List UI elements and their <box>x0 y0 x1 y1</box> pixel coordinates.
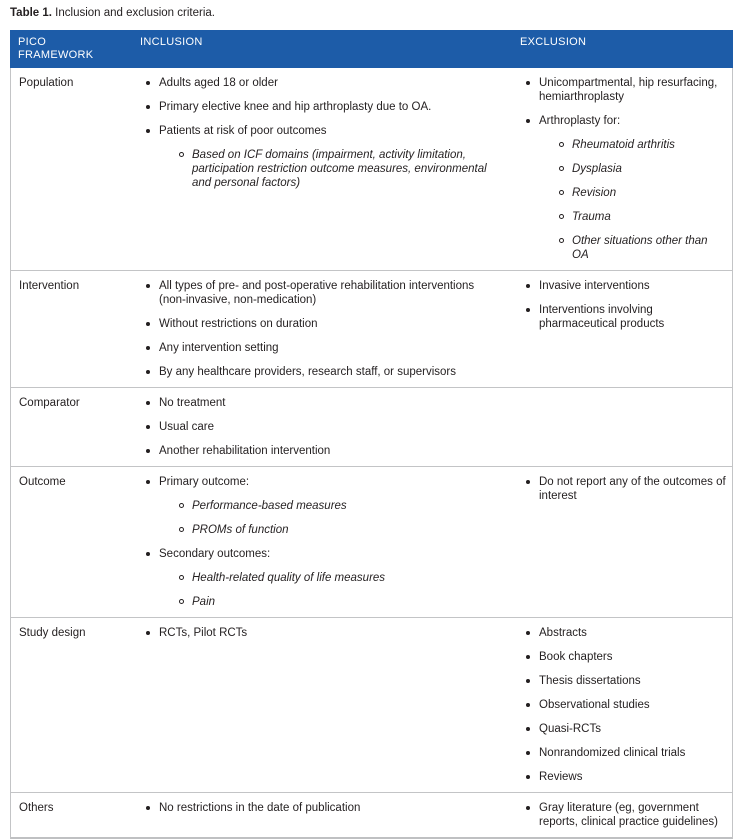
list-item <box>141 444 499 458</box>
circle-bullet-icon <box>179 527 184 532</box>
circle-bullet-icon <box>179 599 184 604</box>
exclusion-cell <box>521 626 732 788</box>
framework-cell <box>11 626 141 788</box>
bullet-icon <box>526 308 530 312</box>
list-item <box>141 475 499 489</box>
list-item <box>141 420 499 434</box>
bullet-icon <box>526 284 530 288</box>
list-item-text: Secondary outcomes: <box>159 548 271 560</box>
framework-label: Population <box>19 77 74 89</box>
list-item <box>141 499 499 513</box>
list-item <box>141 571 499 585</box>
circle-bullet-icon <box>179 152 184 157</box>
circle-bullet-icon <box>559 190 564 195</box>
column-header-inclusion: INCLUSION <box>140 36 203 48</box>
list-item <box>521 186 726 200</box>
table-caption-label: Table 1. <box>10 7 52 19</box>
list-item-text: Abstracts <box>539 627 587 639</box>
list-item-text: Book chapters <box>539 651 613 663</box>
inclusion-cell <box>141 626 521 788</box>
list-item-text: Interventions involving pharmaceutical products <box>539 304 665 330</box>
table-header-row <box>10 30 733 68</box>
column-header-exclusion: EXCLUSION <box>520 36 587 48</box>
table-row <box>11 466 732 617</box>
list-item-text: Health-related quality of life measures <box>192 572 386 584</box>
list-item-text: PROMs of function <box>192 524 289 536</box>
list-item <box>521 210 726 224</box>
list-item <box>521 475 726 503</box>
list-item <box>521 76 726 104</box>
circle-bullet-icon <box>559 238 564 243</box>
table-row <box>11 387 732 466</box>
bullet-icon <box>146 480 150 484</box>
list-item <box>521 722 726 736</box>
table-row <box>11 617 732 792</box>
list-item <box>141 801 499 815</box>
list-item-text: Another rehabilitation intervention <box>159 445 331 457</box>
list-item <box>141 148 499 190</box>
list-item-text: RCTs, Pilot RCTs <box>159 627 248 639</box>
framework-cell <box>11 801 141 833</box>
bullet-icon <box>526 480 530 484</box>
bullet-icon <box>146 129 150 133</box>
list-item <box>141 76 499 90</box>
bullet-icon <box>146 631 150 635</box>
bullet-icon <box>146 449 150 453</box>
list-item-text: Patients at risk of poor outcomes <box>159 125 327 137</box>
list-item <box>521 770 726 784</box>
framework-cell <box>11 279 141 383</box>
inclusion-cell <box>141 396 521 462</box>
list-item-text: Observational studies <box>539 699 650 711</box>
list-item <box>141 365 499 379</box>
framework-cell <box>11 396 141 462</box>
list-item-text: Do not report any of the outcomes of interest <box>539 476 726 502</box>
exclusion-cell <box>521 279 732 383</box>
table-caption-text: Inclusion and exclusion criteria. <box>55 7 215 19</box>
list-item-text: Nonrandomized clinical trials <box>539 747 686 759</box>
exclusion-cell <box>521 396 732 462</box>
framework-cell <box>11 76 141 266</box>
exclusion-cell <box>521 475 732 613</box>
list-item <box>521 698 726 712</box>
circle-bullet-icon <box>559 142 564 147</box>
circle-bullet-icon <box>179 575 184 580</box>
list-item <box>141 317 499 331</box>
bullet-icon <box>146 806 150 810</box>
framework-label: Intervention <box>19 280 80 292</box>
list-item-text: Primary elective knee and hip arthroplasty due to OA. <box>159 101 432 113</box>
bullet-icon <box>146 370 150 374</box>
list-item-text: By any healthcare providers, research staff, or supervisors <box>159 366 457 378</box>
table-row <box>11 270 732 387</box>
list-item <box>521 746 726 760</box>
list-item <box>521 626 726 640</box>
list-item-text: Unicompartmental, hip resurfacing, hemiarthroplasty <box>539 77 718 103</box>
bullet-icon <box>146 284 150 288</box>
list-item-text: Invasive interventions <box>539 280 650 292</box>
bullet-icon <box>526 806 530 810</box>
list-item <box>141 523 499 537</box>
list-item-text: Any intervention setting <box>159 342 279 354</box>
pico-table <box>10 30 733 839</box>
bullet-icon <box>526 119 530 123</box>
framework-label: Outcome <box>19 476 66 488</box>
bullet-icon <box>526 655 530 659</box>
list-item-text: All types of pre- and post-operative rehabilitation interventions (non-invasive, non-medication) <box>159 280 475 306</box>
list-item <box>141 547 499 561</box>
bullet-icon <box>526 775 530 779</box>
list-item-text: Arthroplasty for: <box>539 115 621 127</box>
list-item-text: Thesis dissertations <box>539 675 641 687</box>
list-item <box>141 279 499 307</box>
inclusion-cell <box>141 279 521 383</box>
inclusion-cell <box>141 475 521 613</box>
exclusion-cell <box>521 76 732 266</box>
list-item-text: Performance-based measures <box>192 500 347 512</box>
list-item <box>521 162 726 176</box>
circle-bullet-icon <box>559 166 564 171</box>
list-item-text: Usual care <box>159 421 214 433</box>
column-header-pico-framework: PICO FRAMEWORK <box>18 36 94 61</box>
list-item-text: Rheumatoid arthritis <box>572 139 675 151</box>
list-item-text: Gray literature (eg, government reports, clinical practice guidelines) <box>539 802 718 828</box>
list-item-text: Based on ICF domains (impairment, activity limitation, participation restriction outcome measures, environmental and personal factors) <box>192 149 487 189</box>
bullet-icon <box>526 81 530 85</box>
bullet-icon <box>146 322 150 326</box>
framework-cell <box>11 475 141 613</box>
table-row <box>11 792 732 837</box>
list-item <box>521 234 726 262</box>
bullet-icon <box>526 751 530 755</box>
table-body <box>10 68 733 839</box>
table-row <box>11 68 732 270</box>
list-item-text: Dysplasia <box>572 163 622 175</box>
list-item-text: Pain <box>192 596 216 608</box>
bullet-icon <box>146 105 150 109</box>
bullet-icon <box>526 703 530 707</box>
list-item <box>521 114 726 128</box>
list-item-text: No restrictions in the date of publication <box>159 802 361 814</box>
list-item <box>521 801 726 829</box>
table-caption <box>0 0 742 20</box>
inclusion-cell <box>141 801 521 833</box>
list-item-text: Trauma <box>572 211 611 223</box>
bullet-icon <box>146 346 150 350</box>
framework-label: Others <box>19 802 54 814</box>
list-item <box>521 650 726 664</box>
framework-label: Comparator <box>19 397 80 409</box>
list-item-text: Other situations other than OA <box>572 235 708 261</box>
list-item-text: Quasi-RCTs <box>539 723 601 735</box>
framework-label: Study design <box>19 627 86 639</box>
exclusion-cell <box>521 801 732 833</box>
list-item <box>141 341 499 355</box>
list-item-text: Revision <box>572 187 617 199</box>
list-item <box>521 138 726 152</box>
bullet-icon <box>146 401 150 405</box>
list-item <box>521 303 726 331</box>
list-item <box>521 279 726 293</box>
inclusion-cell <box>141 76 521 266</box>
list-item <box>521 674 726 688</box>
list-item <box>141 100 499 114</box>
bullet-icon <box>146 81 150 85</box>
circle-bullet-icon <box>179 503 184 508</box>
list-item-text: No treatment <box>159 397 226 409</box>
list-item-text: Without restrictions on duration <box>159 318 318 330</box>
list-item-text: Reviews <box>539 771 583 783</box>
bullet-icon <box>146 552 150 556</box>
bullet-icon <box>526 679 530 683</box>
list-item <box>141 124 499 138</box>
list-item-text: Primary outcome: <box>159 476 250 488</box>
list-item <box>141 595 499 609</box>
list-item <box>141 626 499 640</box>
list-item <box>141 396 499 410</box>
bullet-icon <box>526 727 530 731</box>
circle-bullet-icon <box>559 214 564 219</box>
bullet-icon <box>526 631 530 635</box>
bullet-icon <box>146 425 150 429</box>
list-item-text: Adults aged 18 or older <box>159 77 278 89</box>
